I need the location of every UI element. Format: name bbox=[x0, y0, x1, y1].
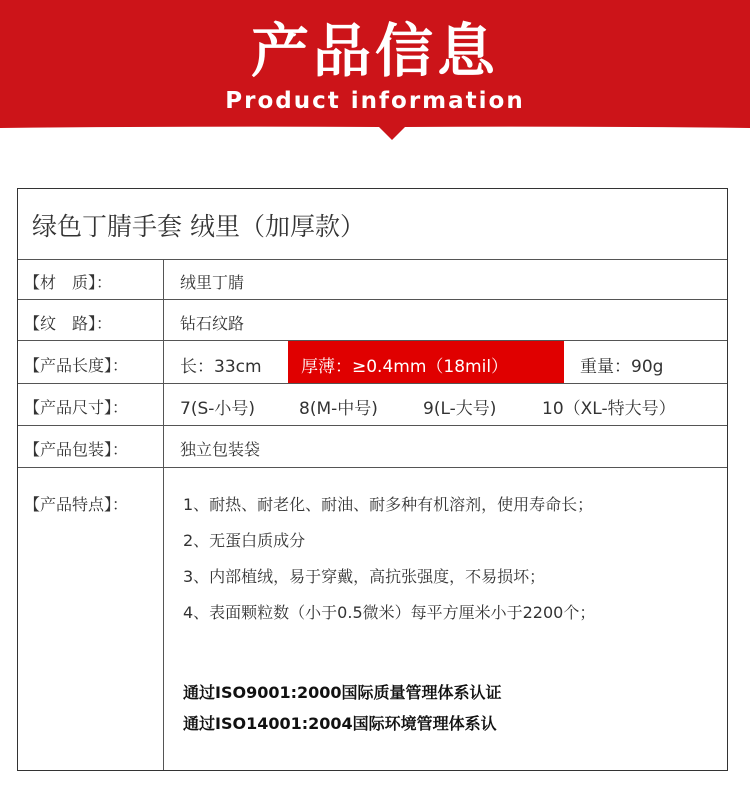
texture-value: 钻石纹路 bbox=[180, 314, 245, 333]
package-label: 【产品包装】： bbox=[24, 440, 129, 459]
feature-item: 3、内部植绒，易于穿戴，高抗张强度，不易损坏； bbox=[183, 567, 546, 586]
header-banner bbox=[0, 0, 750, 150]
size-label: 【产品尺寸】： bbox=[24, 398, 129, 417]
product-name: 绿色丁腈手套 绒里（加厚款） bbox=[32, 212, 365, 241]
column-divider bbox=[163, 259, 164, 770]
feature-item: 4、表面颗粒数（小于0.5微米）每平方厘米小于2200个； bbox=[183, 603, 596, 622]
size-xl: 10（XL-特大号） bbox=[542, 399, 676, 419]
certification: 通过ISO14001:2004国际环境管理体系认 bbox=[183, 714, 497, 733]
package-row bbox=[18, 426, 727, 468]
size-l: 9(L-大号) bbox=[423, 399, 497, 419]
certification: 通过ISO9001:2000国际质量管理体系认证 bbox=[183, 683, 502, 702]
material-label: 【材 质】： bbox=[24, 273, 113, 292]
feature-item: 2、无蛋白质成分 bbox=[183, 531, 306, 550]
texture-row bbox=[18, 300, 727, 341]
length-label: 【产品长度】： bbox=[24, 356, 129, 375]
length-row bbox=[18, 341, 727, 384]
package-value: 独立包装袋 bbox=[180, 440, 261, 459]
thickness-value: 厚薄：≥0.4mm（18mil） bbox=[301, 357, 509, 377]
product-info-table bbox=[17, 188, 728, 771]
size-s: 7(S-小号) bbox=[180, 399, 256, 419]
page-subtitle: Product information bbox=[225, 88, 525, 114]
product-name-row bbox=[18, 189, 727, 260]
size-row bbox=[18, 384, 727, 426]
weight-value: 重量：90g bbox=[580, 357, 664, 377]
features-row bbox=[18, 468, 727, 770]
texture-label: 【纹 路】： bbox=[24, 314, 113, 333]
features-label: 【产品特点】： bbox=[24, 495, 129, 514]
feature-item: 1、耐热、耐老化、耐油、耐多种有机溶剂，使用寿命长； bbox=[183, 495, 594, 514]
material-row bbox=[18, 259, 727, 300]
size-m: 8(M-中号) bbox=[299, 399, 378, 419]
page-title: 产品信息 bbox=[250, 17, 499, 85]
material-value: 绒里丁腈 bbox=[180, 273, 245, 292]
length-value: 长：33cm bbox=[180, 357, 262, 377]
